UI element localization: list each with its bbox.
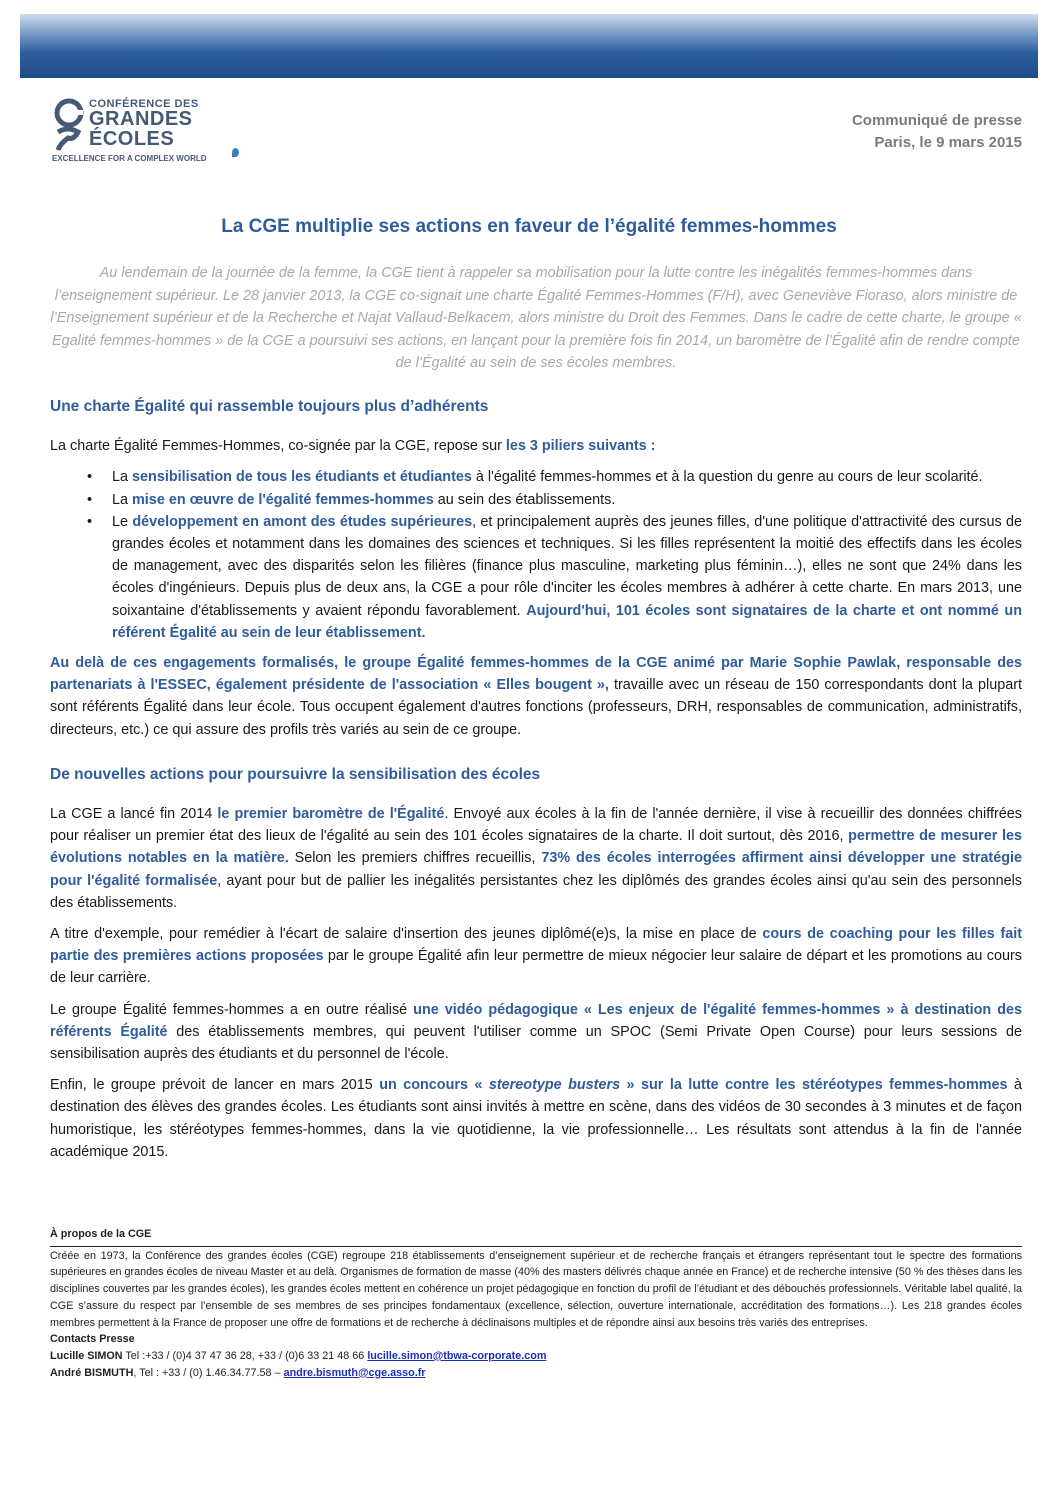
section2-paragraph4 <box>50 1074 1022 1163</box>
lead-highlight: les 3 piliers suivants : <box>505 438 656 455</box>
list-item <box>50 466 1022 488</box>
para-text: Selon les premiers chiffres recueillis, <box>288 850 542 867</box>
bullet-text: , et principalement auprès des jeunes filles, d'une politique d'attractivité des cursus de grandes écoles et notamment dans les domaines des sciences et techniques. Si les filles représentent la moitié des effectifs dans les écoles de management, avec des disparités selon les filières (finance plus masculine, marketing plus féminin…), elles ne sont que 24% dans les écoles d'ingénieurs. Depuis plus de deux ans, la CGE a pour rôle d'inciter les écoles membres à adhérer à cette charte. En mars 2013, une soixantaine d'établissements y avaient répondu favorablement. <box>112 513 1022 619</box>
section2-paragraph3 <box>50 999 1022 1066</box>
about-title: À propos de la CGE <box>50 1228 152 1240</box>
para-text: par le groupe Égalité afin leur permettre de mieux négocier leur salaire de départ et les promotions au cours de leur carrière. <box>50 948 1022 987</box>
contact-email-link[interactable]: andre.bismuth@cge.asso.fr <box>283 1366 426 1379</box>
cge-logo <box>52 96 252 166</box>
bullet-text: à l'égalité femmes-hommes et à la question du genre au cours de leur scolarité. <box>471 469 983 486</box>
contact-name: André BISMUTH <box>50 1366 134 1379</box>
document-type: Communiqué de presse <box>851 112 1022 129</box>
cge-logo-mark-icon <box>52 96 86 152</box>
main-content <box>50 396 1022 1163</box>
bullet-text: La <box>112 491 133 508</box>
para-highlight: un concours « <box>379 1077 489 1094</box>
para-highlight: le premier baromètre de l'Égalité <box>217 806 445 823</box>
release-date: Paris, le 9 mars 2015 <box>874 134 1022 151</box>
logo-text-line1: CONFÉRENCE DES <box>89 98 199 110</box>
logo-accent-dot <box>232 148 239 157</box>
contacts-title: Contacts Presse <box>50 1333 135 1346</box>
para-text: La CGE a lancé fin 2014 <box>50 806 218 823</box>
section1-paragraph <box>50 652 1022 741</box>
para-text: des établissements membres, qui peuvent l'utiliser comme un SPOC (Semi Private Open Course) pour leurs sessions de sensibilisation auprès des étudiants et du personnel de l'école. <box>50 1023 1022 1063</box>
para-text: A titre d'exemple, pour remédier à l'écart de salaire d'insertion des jeunes diplômé(e)s, la mise en place de <box>50 926 763 943</box>
para-highlight: 73% des écoles interrogées affirment ainsi développer une stratégie pour l'égalité formalisée <box>50 850 1022 889</box>
about-divider <box>50 1246 1022 1247</box>
para-text: travaille avec un réseau de 150 correspondants dont la plupart sont référents Égalité dans leur école. Tous occupent également d'autres fonctions (professeurs, DRH, responsables de communication, administratifs, directeurs, etc.) ce qui assure des profils très variés au sein de ce groupe. <box>50 677 1022 738</box>
bullet-highlight: développement en amont des études supérieures <box>132 513 473 530</box>
bullet-highlight: mise en œuvre de l'égalité femmes-hommes <box>132 491 434 508</box>
header-banner <box>20 14 1038 78</box>
para-text: Le groupe Égalité femmes-hommes a en outre réalisé <box>50 1001 414 1018</box>
contact-phone: Tel :+33 / (0)4 37 47 36 28, +33 / (0)6 33 21 48 66 <box>122 1349 368 1362</box>
section2-paragraph2 <box>50 923 1022 990</box>
lead-text: La charte Égalité Femmes-Hommes, co-signée par la CGE, repose sur <box>50 438 506 455</box>
about-section <box>50 1226 1022 1381</box>
logo-text-line3: ÉCOLES <box>89 128 175 150</box>
section1-heading: Une charte Égalité qui rassemble toujours plus d’adhérents <box>50 398 489 415</box>
para-text: Enfin, le groupe prévoit de lancer en mars 2015 <box>50 1077 380 1094</box>
pillars-list <box>50 466 1022 644</box>
para-text: à destination des élèves des grandes écoles. Les étudiants sont ainsi invités à mettre en scène, dans des vidéos de 30 secondes à 3 minutes et de façon humoristique, les stéréotypes femmes-hommes, dans la vie quotidienne, la vie professionnelle… Les résultats sont attendus à la fin de l'année académique 2015. <box>50 1077 1022 1160</box>
list-item <box>50 489 1022 511</box>
press-release-header <box>852 110 1022 154</box>
para-highlight: permettre de mesurer les évolutions notables en la matière. <box>50 828 1022 867</box>
logo-text-line2: GRANDES <box>89 108 193 130</box>
bullet-text: La <box>112 469 133 486</box>
section1-lead <box>50 435 1022 457</box>
page-title: La CGE multiplie ses actions en faveur de l’égalité femmes-hommes <box>221 216 837 237</box>
para-highlight: » sur la lutte contre les stéréotypes femmes-hommes <box>620 1077 1008 1094</box>
list-item <box>50 511 1022 644</box>
intro-paragraph: Au lendemain de la journée de la femme, la CGE tient à rappeler sa mobilisation pour la lutte contre les inégalités femmes-hommes dans l’enseignement supérieur. Le 28 janvier 2013, la CGE co-signait une charte Égalité Femmes-Hommes (F/H), avec Geneviève Fioraso, alors ministre de l’Enseignement supérieur et de la Recherche et Najat Vallaud-Belkacem, alors ministre du Droit des Femmes. Dans le cadre de cette charte, le groupe « Egalité femmes-hommes » de la CGE a poursuivi ses actions, en lançant pour la première fois fin 2014, un baromètre de l’Égalité afin de rendre compte de l’Égalité au sein de ses écoles membres. <box>50 265 1022 371</box>
bullet-text: Le <box>112 513 133 530</box>
contact-email-link[interactable]: lucille.simon@tbwa-corporate.com <box>367 1349 547 1362</box>
about-text: Créée en 1973, la Conférence des grandes écoles (CGE) regroupe 218 établissements d’enseignement supérieur et de recherche français et étrangers représentant tout le spectre des formations supérieures en grandes écoles de niveau Master et au delà. Organismes de formation de masse (40% des masters délivrés chaque année en France) et de recherche intensive (50 % des thèses dans les disciplines couvertes par les grandes écoles), les grandes écoles mettent en cohérence un projet pédagogique en fonction du profil de l’étudiant et des débouchés professionnels. Véritable label qualité, la CGE s’assure du respect par l’ensemble de ses membres de ses principes fondamentaux (excellence, sélection, ouverture internationale, accréditation des formations…). Les 218 grandes écoles membres permettent à la France de proposer une offre de formations et de recherche à déclinaisons multiples et de répondre ainsi aux besoins très variés des entreprises. <box>50 1249 1022 1329</box>
logo-tagline: EXCELLENCE FOR A COMPLEX WORLD <box>52 154 207 163</box>
contact-line <box>50 1348 1022 1365</box>
bullet-highlight: sensibilisation de tous les étudiants et étudiantes <box>132 469 472 486</box>
para-text: . Envoyé aux écoles à la fin de l'année dernière, il vise à recueillir des données chiffrées pour réaliser un premier état des lieux de l'égalité au sein des 101 écoles signataires de la charte. Il doit surtout, dès 2016, <box>50 806 1022 845</box>
contact-name: Lucille SIMON <box>50 1349 123 1362</box>
para-highlight: Au delà de ces engagements formalisés, le groupe Égalité femmes-hommes de la CGE animé par Marie Sophie Pawlak, responsable des partenariats à l'ESSEC, également présidente de l'association « Elles bougent », <box>50 655 1022 694</box>
para-highlight: une vidéo pédagogique « Les enjeux de l'égalité femmes-hommes » à destination des référents Égalité <box>50 1001 1022 1040</box>
bullet-highlight: Aujourd'hui, 101 écoles sont signataires de la charte et ont nommé un référent Égalité au sein de leur établissement. <box>112 602 1022 641</box>
section2-heading: De nouvelles actions pour poursuivre la sensibilisation des écoles <box>50 765 541 783</box>
contact-line <box>50 1365 1022 1382</box>
para-highlight: cours de coaching pour les filles fait partie des premières actions proposées <box>50 926 1022 965</box>
contact-phone: , Tel : +33 / (0) 1.46.34.77.58 – <box>133 1366 284 1379</box>
section2-paragraph1 <box>50 803 1022 914</box>
para-text: , ayant pour but de pallier les inégalités persistantes chez les diplômés des grandes écoles ainsi qu'au sein des personnels des établissements. <box>50 872 1022 911</box>
bullet-text: au sein des établissements. <box>433 491 616 508</box>
para-highlight-italic: stereotype busters <box>488 1077 621 1094</box>
